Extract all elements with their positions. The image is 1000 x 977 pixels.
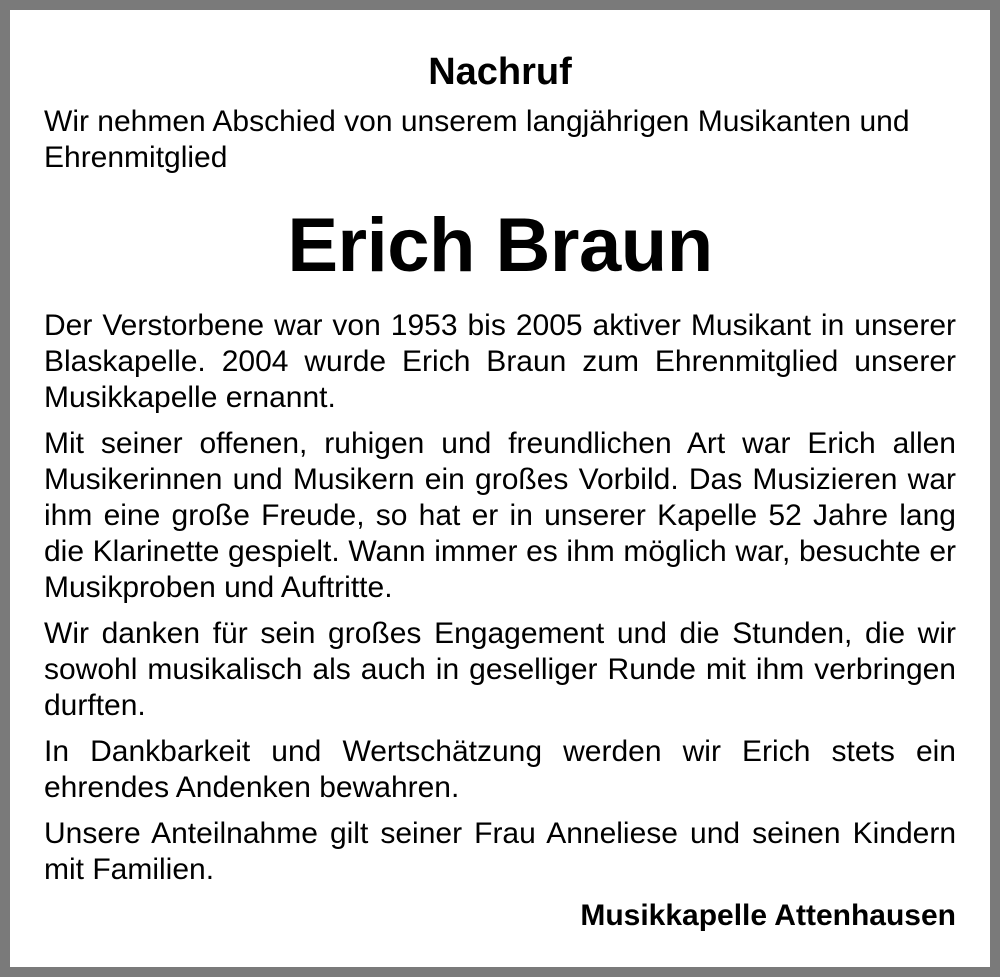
paragraph-remembrance: In Dankbarkeit und Wertschätzung werden wir Erich stets ein ehrendes Andenken bewahren. bbox=[44, 735, 956, 804]
notice-body bbox=[44, 308, 956, 898]
paragraph-career: Der Verstorbene war von 1953 bis 2005 aktiver Musikant in unserer Blaskapelle. 2004 wurde Erich Braun zum Ehrenmitglied unserer Musikkapelle ernannt. bbox=[44, 309, 956, 414]
paragraph-thanks: Wir danken für sein großes Engagement und die Stunden, die wir sowohl musikalisch als auch in geselliger Runde mit ihm verbringen durften. bbox=[44, 617, 956, 722]
paragraph-character: Mit seiner offenen, ruhigen und freundlichen Art war Erich allen Musikerinnen und Musikern ein großes Vorbild. Das Musizieren war ihm eine große Freude, so hat er in unserer Kapelle 52 Jahre lang die Klarinette gespielt. Wann immer es ihm möglich war, besuchte er Musikproben und Auftritte. bbox=[44, 427, 956, 604]
paragraph-condolence: Unsere Anteilnahme gilt seiner Frau Anneliese und seinen Kindern mit Familien. bbox=[44, 817, 956, 886]
obituary-notice bbox=[10, 10, 990, 967]
intro-text: Wir nehmen Abschied von unserem langjährigen Musikanten und Ehrenmitglied bbox=[44, 105, 910, 174]
signature: Musikkapelle Attenhausen bbox=[580, 899, 956, 932]
deceased-name: Erich Braun bbox=[287, 203, 713, 288]
notice-heading: Nachruf bbox=[428, 51, 572, 93]
